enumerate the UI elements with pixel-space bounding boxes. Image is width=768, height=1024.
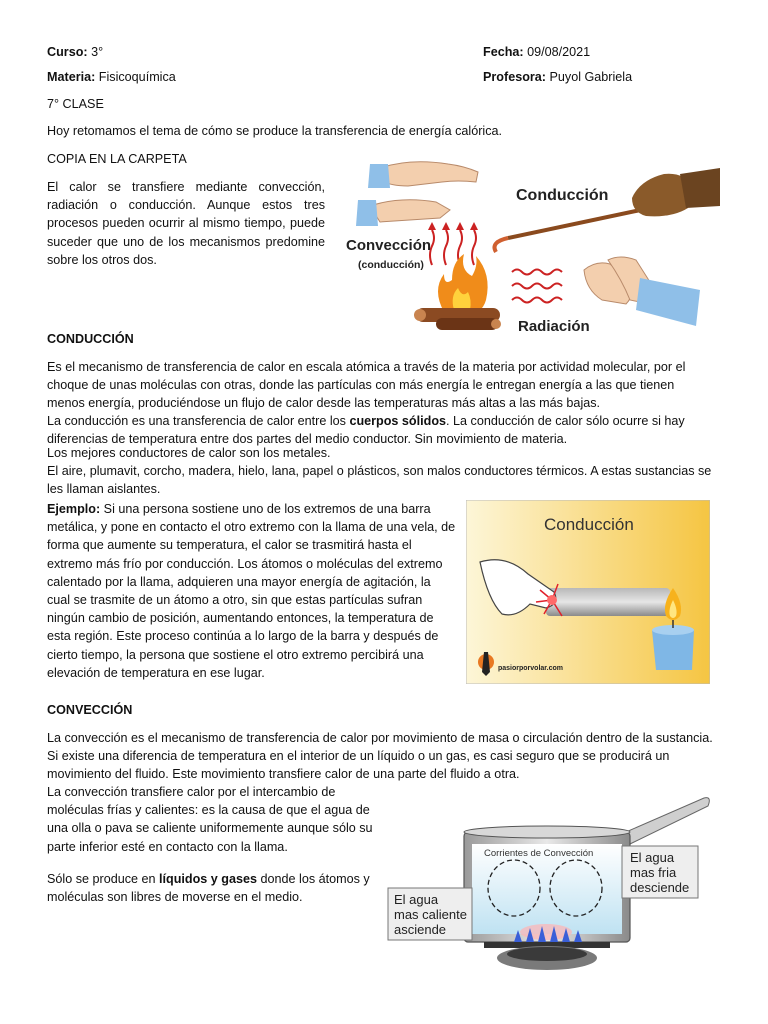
fig1-radiacion-label: Radiación bbox=[518, 318, 590, 335]
conveccion-p3-bold: líquidos y gases bbox=[159, 872, 258, 886]
conduccion-p2 bbox=[47, 412, 715, 448]
fig3-caliente-2: mas caliente bbox=[394, 907, 467, 922]
heat-transfer-figure bbox=[340, 150, 720, 335]
conduccion-p4: El aire, plumavit, corcho, madera, hielo, lana, papel o plásticos, son malos conductores térmicos. A estas sustancias se les llaman aislantes. bbox=[47, 464, 712, 497]
materia-line bbox=[47, 68, 176, 86]
clase-label: 7° CLASE bbox=[47, 97, 104, 111]
materia-label: Materia: bbox=[47, 70, 96, 84]
ejemplo-text: Si una persona sostiene uno de los extremos de una barra metálica, y pone en contacto el otro extremo con la llama de una vela, de forma que aumente su temperatura, el calor se trasmitirá hasta el extremo más frío por conducción. Los átomos o moléculas del extremo calentado por la llama, adquieren una mayor energía de agitación, la cual se trasmite de un átomo a otro, sin que estas partículas sufran ningún cambio de posición, aumentando entonces, la temperatura de esta región. Este proceso continúa a lo largo de la barra y después de cierto tiempo, la persona que sostiene el otro extremo percibirá una elevación de temperatura en ese lugar. bbox=[47, 502, 456, 680]
conveccion-p3-b: donde los átomos y moléculas son libres de moverse en el medio. bbox=[47, 872, 370, 905]
conduccion-heading: CONDUCCIÓN bbox=[47, 332, 134, 346]
fig3-caliente-1: El agua bbox=[394, 892, 439, 907]
fecha-value: 09/08/2021 bbox=[523, 45, 591, 59]
fecha-line bbox=[483, 43, 590, 61]
conveccion-p3-a: Sólo se produce en bbox=[47, 872, 160, 886]
conveccion-p3 bbox=[47, 870, 379, 906]
fecha-label: Fecha: bbox=[483, 45, 524, 59]
fig1-conduccion-label: Conducción bbox=[516, 187, 609, 204]
curso-label: Curso: bbox=[47, 45, 88, 59]
copia-label: COPIA EN LA CARPETA bbox=[47, 152, 187, 166]
conduccion-ejemplo bbox=[47, 500, 457, 682]
fig3-fria-2: mas fria bbox=[630, 865, 677, 880]
ejemplo-label: Ejemplo: bbox=[47, 502, 101, 516]
conduccion-p2-b: . La conducción de calor sólo ocurre si hay diferencias de temperatura entre dos partes del medio conductor. Sin movimiento de materia. bbox=[47, 414, 685, 447]
conduccion-p1: Es el mecanismo de transferencia de calor en escala atómica a través de la materia por actividad molecular, por el choque de unas moléculas con otras, donde las partículas con más energía le entregan energía a las que tienen menos energía, produciéndose un flujo de calor desde las temperaturas más altas a las más bajas. bbox=[47, 360, 686, 411]
conduction-example-figure bbox=[466, 500, 710, 684]
intro-paragraph: El calor se transfiere mediante convección, radiación o conducción. Aunque estos tres procesos pueden ocurrir al mismo tiempo, puede suceder que uno de los mecanismos predomine sobre los otros dos. bbox=[47, 180, 325, 267]
conveccion-p2: La convección transfiere calor por el intercambio de moléculas frías y calientes: es la causa de que el agua de una olla o pava se caliente uniformemente aunque sólo su parte inferior esté en contacto con la llama. bbox=[47, 785, 373, 854]
radiation-waves bbox=[512, 270, 562, 303]
convection-pot-figure bbox=[386, 788, 716, 972]
fig3-caliente-3: asciende bbox=[394, 922, 447, 937]
fig2-logo: pasiorporvolar.com bbox=[498, 665, 563, 672]
profesora-value: Puyol Gabriela bbox=[546, 70, 633, 84]
materia-value: Fisicoquímica bbox=[95, 70, 176, 84]
conduccion-p3: Los mejores conductores de calor son los metales. bbox=[47, 446, 331, 460]
fig3-fria-3: desciende bbox=[630, 880, 690, 895]
fig3-fria-1: El agua bbox=[630, 850, 675, 865]
curso-line bbox=[47, 43, 103, 61]
convection-arrows bbox=[430, 230, 476, 265]
curso-value: 3° bbox=[87, 45, 104, 59]
fig3-corrientes-label: Corrientes de Convección bbox=[484, 848, 594, 859]
conduccion-p2-bold: cuerpos sólidos bbox=[349, 414, 447, 428]
profesora-label: Profesora: bbox=[483, 70, 546, 84]
fig1-conveccion-sub: (conducción) bbox=[358, 259, 424, 271]
conveccion-heading: CONVECCIÓN bbox=[47, 703, 133, 717]
fig1-conveccion-label: Convección bbox=[346, 237, 432, 254]
conduccion-p2-a: La conducción es una transferencia de calor entre los bbox=[47, 414, 350, 428]
profesora-line bbox=[483, 68, 632, 86]
fig2-title: Conducción bbox=[544, 515, 634, 534]
conveccion-p1: La convección es el mecanismo de transferencia de calor por movimiento de masa o circulación dentro de la sustancia. Si existe una diferencia de temperatura en el interior de un líquido o un gas, es casi seguro que se producirá un movimiento del fluido. Este movimiento transfiere calor de una parte del fluido a otra. bbox=[47, 731, 713, 782]
intro-line: Hoy retomamos el tema de cómo se produce la transferencia de energía calórica. bbox=[47, 124, 503, 138]
